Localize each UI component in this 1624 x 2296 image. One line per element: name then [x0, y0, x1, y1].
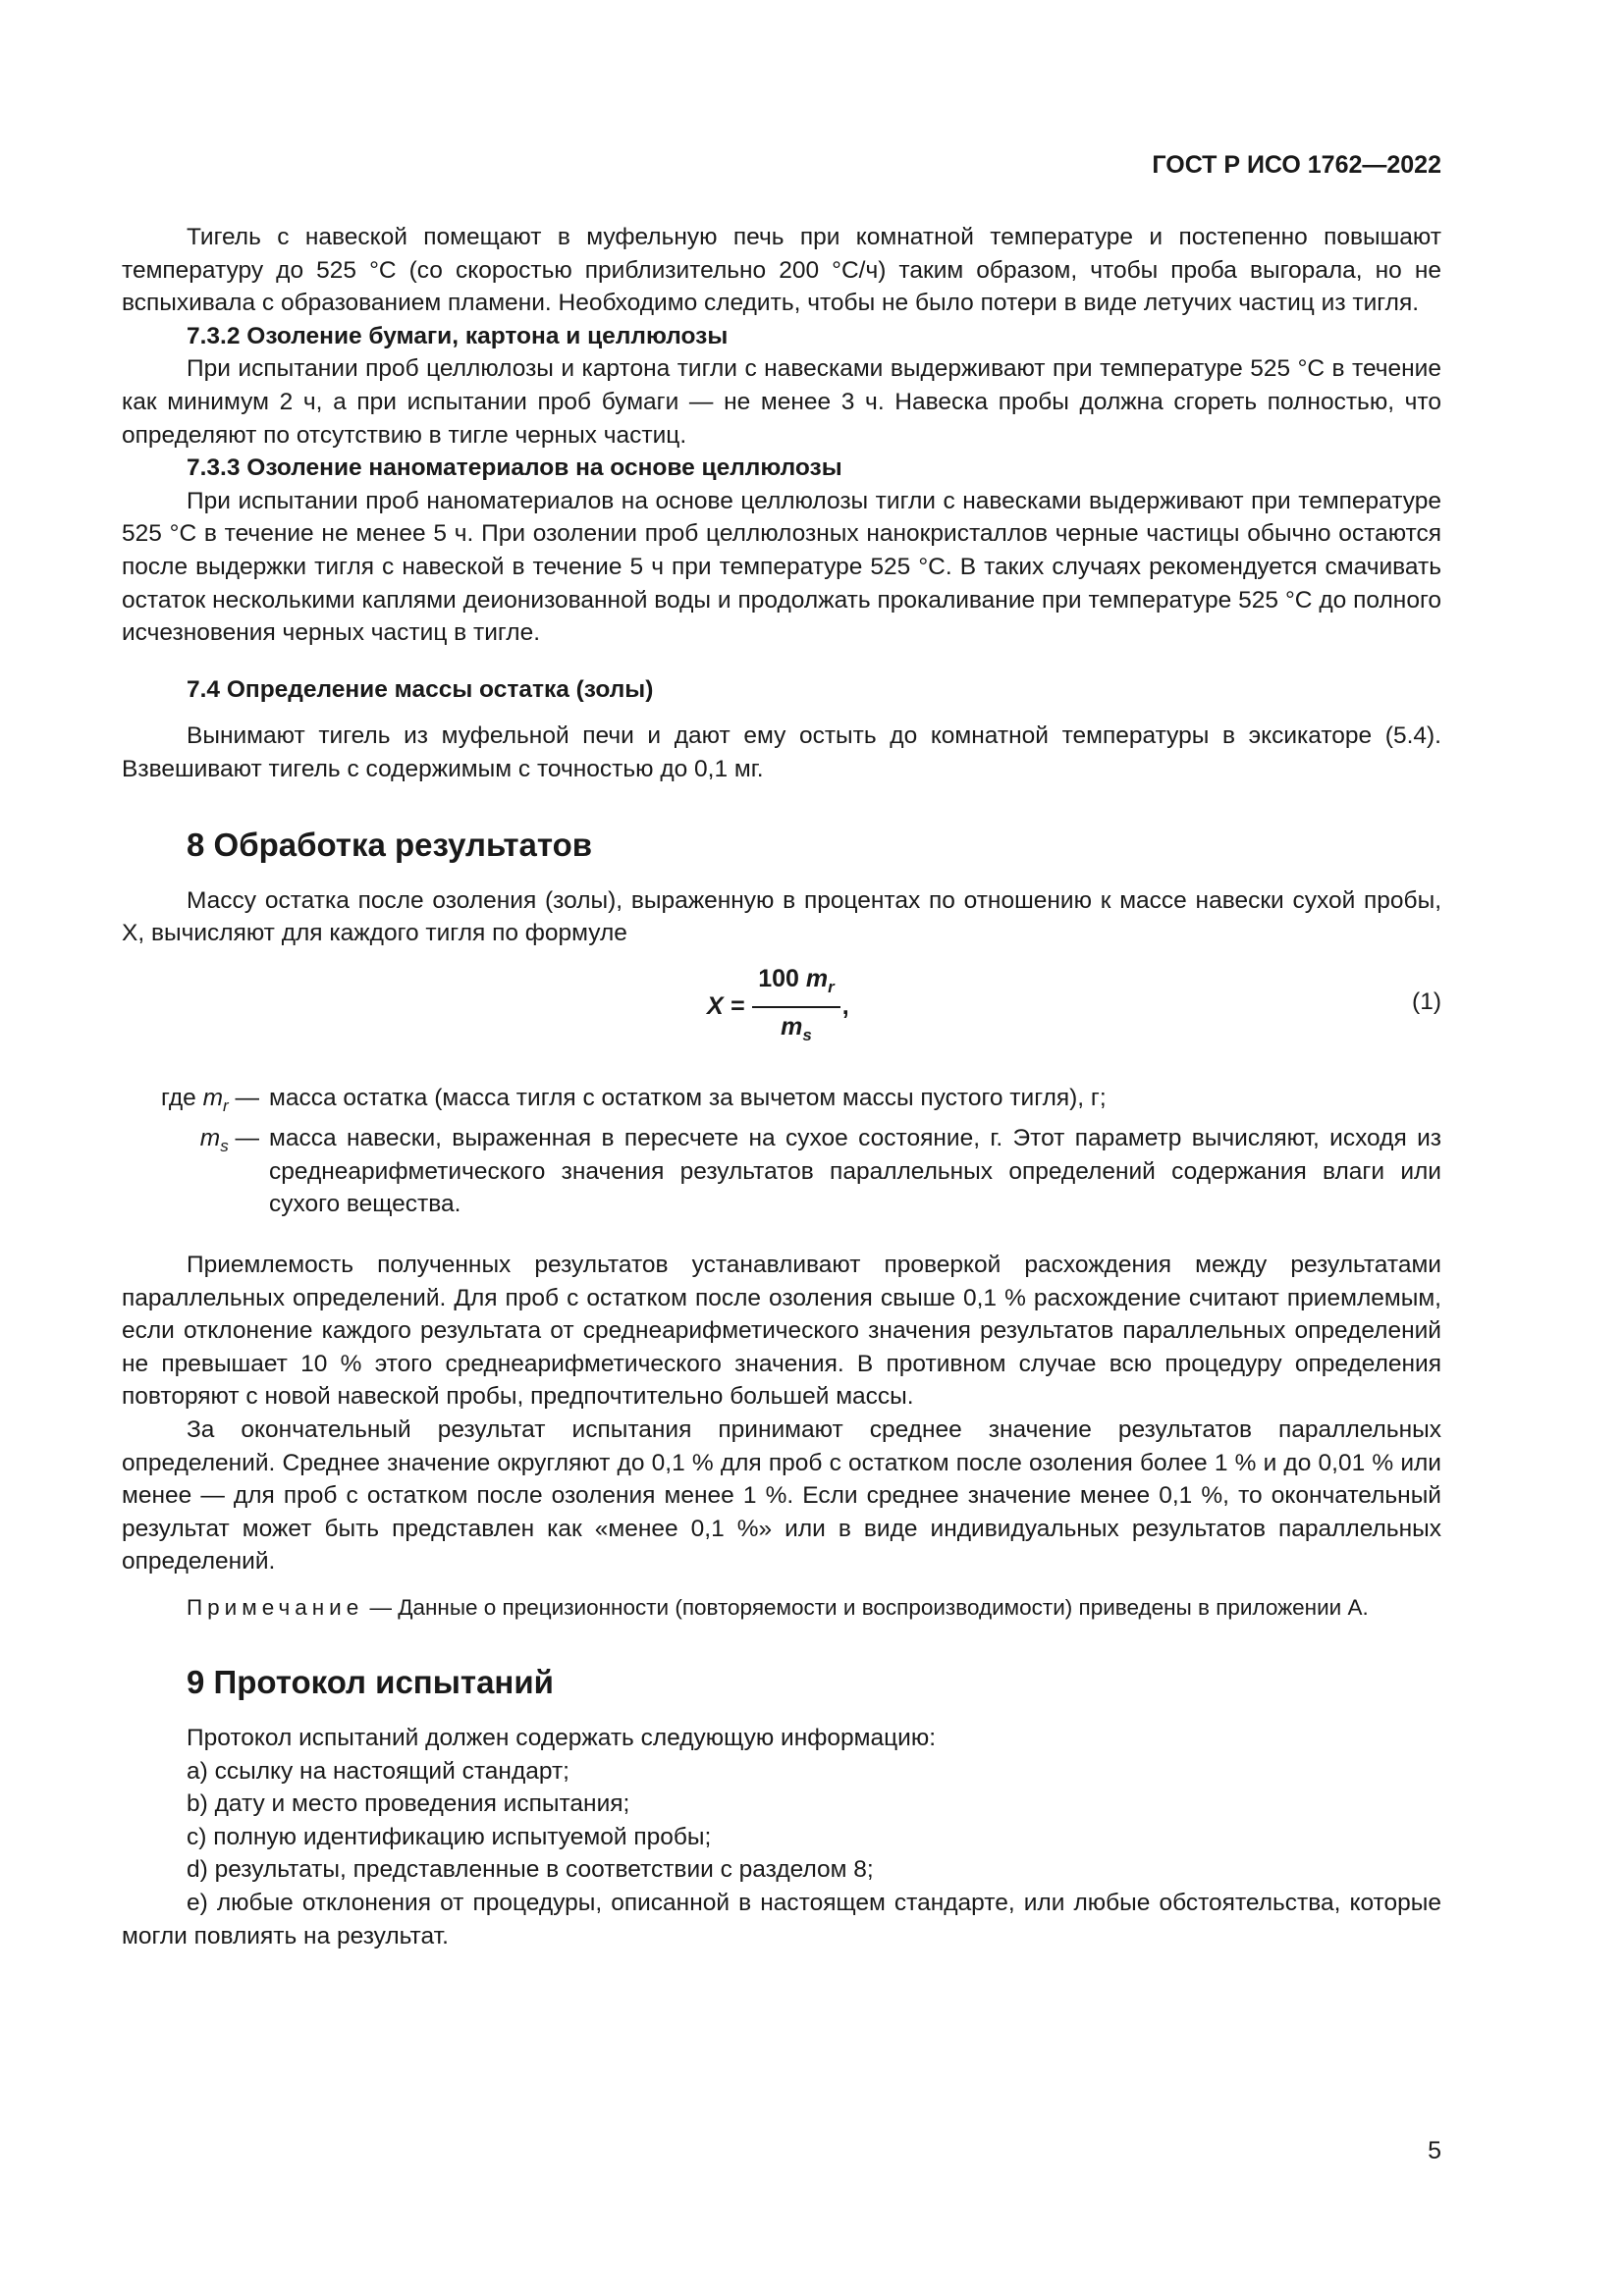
definition-mr: где $m_r$ — масса остатка (масса тигля с остатком за вычетом массы пустого тигля), г; [161, 1084, 1107, 1115]
list-item-a: a) ссылку на настоящий стандарт; [187, 1757, 569, 1785]
list-item-c: c) полную идентификацию испытуемой пробы; [187, 1823, 712, 1850]
paragraph-9-intro: Протокол испытаний должен содержать следующую информацию: [187, 1725, 937, 1751]
list-item-b: b) дату и место проведения испытания; [187, 1790, 630, 1818]
note-text: — Данные о прецизионности (повторяемости и воспроизводимости) приведены в приложении А. [363, 1595, 1369, 1620]
formula-lhs: X = [707, 991, 745, 1020]
variable-definitions [122, 1082, 1441, 1221]
intro-paragraph: Тигель с навеской помещают в муфельную печь при комнатной температуре и постепенно повышают температуру до 525 °С (со скоростью приблизительно 200 °С/ч) таким образом, чтобы проба выгорала, но не вспыхивала с образованием пламени. Необходимо следить, чтобы не было потери в виде летучих частиц из тигля. [122, 224, 1441, 317]
subsection-heading-7-3-3: 7.3.3 Озоление наноматериалов на основе целлюлозы [187, 454, 842, 482]
subsection-heading-7-4: 7.4 Определение массы остатка (золы) [187, 675, 654, 703]
list-item-d: d) результаты, представленные в соответствии с разделом 8; [187, 1856, 874, 1884]
paragraph-7-4: Вынимают тигель из муфельной печи и дают ему остыть до комнатной температуры в эксикаторе (5.4). Взвешивают тигель с содержимым с точностью до 0,1 мг. [122, 722, 1441, 782]
formula-numerator: 100 $m_r$ [752, 964, 840, 1008]
section-heading-8: 8 Обработка результатов [187, 826, 593, 863]
equation-number: (1) [1412, 988, 1441, 1015]
paragraph-acceptability: Приемлемость полученных результатов устанавливают проверкой расхождения между результатами параллельных определений. Для проб с остатком после озоления свыше 0,1 % расхождение считают приемлемым, если отклонение каждого результата от среднеарифметического значения результатов параллельных определений не превышает 10 % этого среднеарифметического значения. В противном случае всю процедуру определения повторяют с новой навеской пробы, предпочтительно большей массы. [122, 1252, 1441, 1411]
page-body [122, 221, 1441, 1952]
formula-1 [122, 964, 1441, 1058]
paragraph-7-3-3: При испытании проб наноматериалов на основе целлюлозы тигли с навесками выдерживают при температуре 525 °С в течение не менее 5 ч. При озолении проб целлюлозных нанокристаллов черные частицы обычно остаются после выдержки тигля с навеской в течение 5 ч при температуре 525 °С. В таких случаях рекомендуется смачивать остаток несколькими каплями деионизованной воды и продолжать прокаливание при температуре 525 °С до полного исчезновения черных частиц в тигле. [122, 487, 1441, 647]
formula-denominator: $m_s$ [781, 1012, 812, 1044]
paragraph-final-result: За окончательный результат испытания принимают среднее значение результатов параллельных определений. Среднее значение округляют до 0,1 % для проб с остатком после озоления более 1 % и до 0,01 % или менее — для проб с остатком после озоления менее 1 %. Если среднее значение менее 0,1 %, то окончательный результат может быть представлен как «менее 0,1 %» или в виде индивидуальных результатов параллельных определений. [122, 1416, 1441, 1575]
list-item-e: e) любые отклонения от процедуры, описанной в настоящем стандарте, или любые обстоятельства, которые могли повлиять на результат. [122, 1889, 1441, 1949]
formula-expression: X = $\frac{100 m_r}{m_s}$ , [707, 964, 849, 1050]
page-number: 5 [1428, 2137, 1441, 2164]
paragraph-7-3-2: При испытании проб целлюлозы и картона тигли с навесками выдерживают при температуре 525 °С в течение как минимум 2 ч, а при испытании проб бумаги — не менее 3 ч. Навеска пробы должна сгореть полностью, что определяют по отсутствию в тигле черных частиц. [122, 355, 1441, 449]
document-header: ГОСТ Р ИСО 1762—2022 [1152, 151, 1441, 179]
definition-ms: $m_s$ — масса навески, выраженная в пересчете на сухое состояние, г. Этот параметр вычисляют, исходя из среднеарифметического значения результатов параллельных определений содержания влаги или сухого вещества. [199, 1125, 1441, 1218]
paragraph-8-intro: Массу остатка после озоления (золы), выраженную в процентах по отношению к массе навески сухой пробы, X, вычисляют для каждого тигля по формуле [122, 886, 1441, 947]
section-heading-9: 9 Протокол испытаний [187, 1664, 554, 1700]
formula-fraction [752, 964, 840, 1050]
subsection-heading-7-3-2: 7.3.2 Озоление бумаги, картона и целлюлозы [187, 322, 729, 349]
note-label: Примечание [187, 1595, 364, 1620]
note [122, 1592, 1441, 1624]
